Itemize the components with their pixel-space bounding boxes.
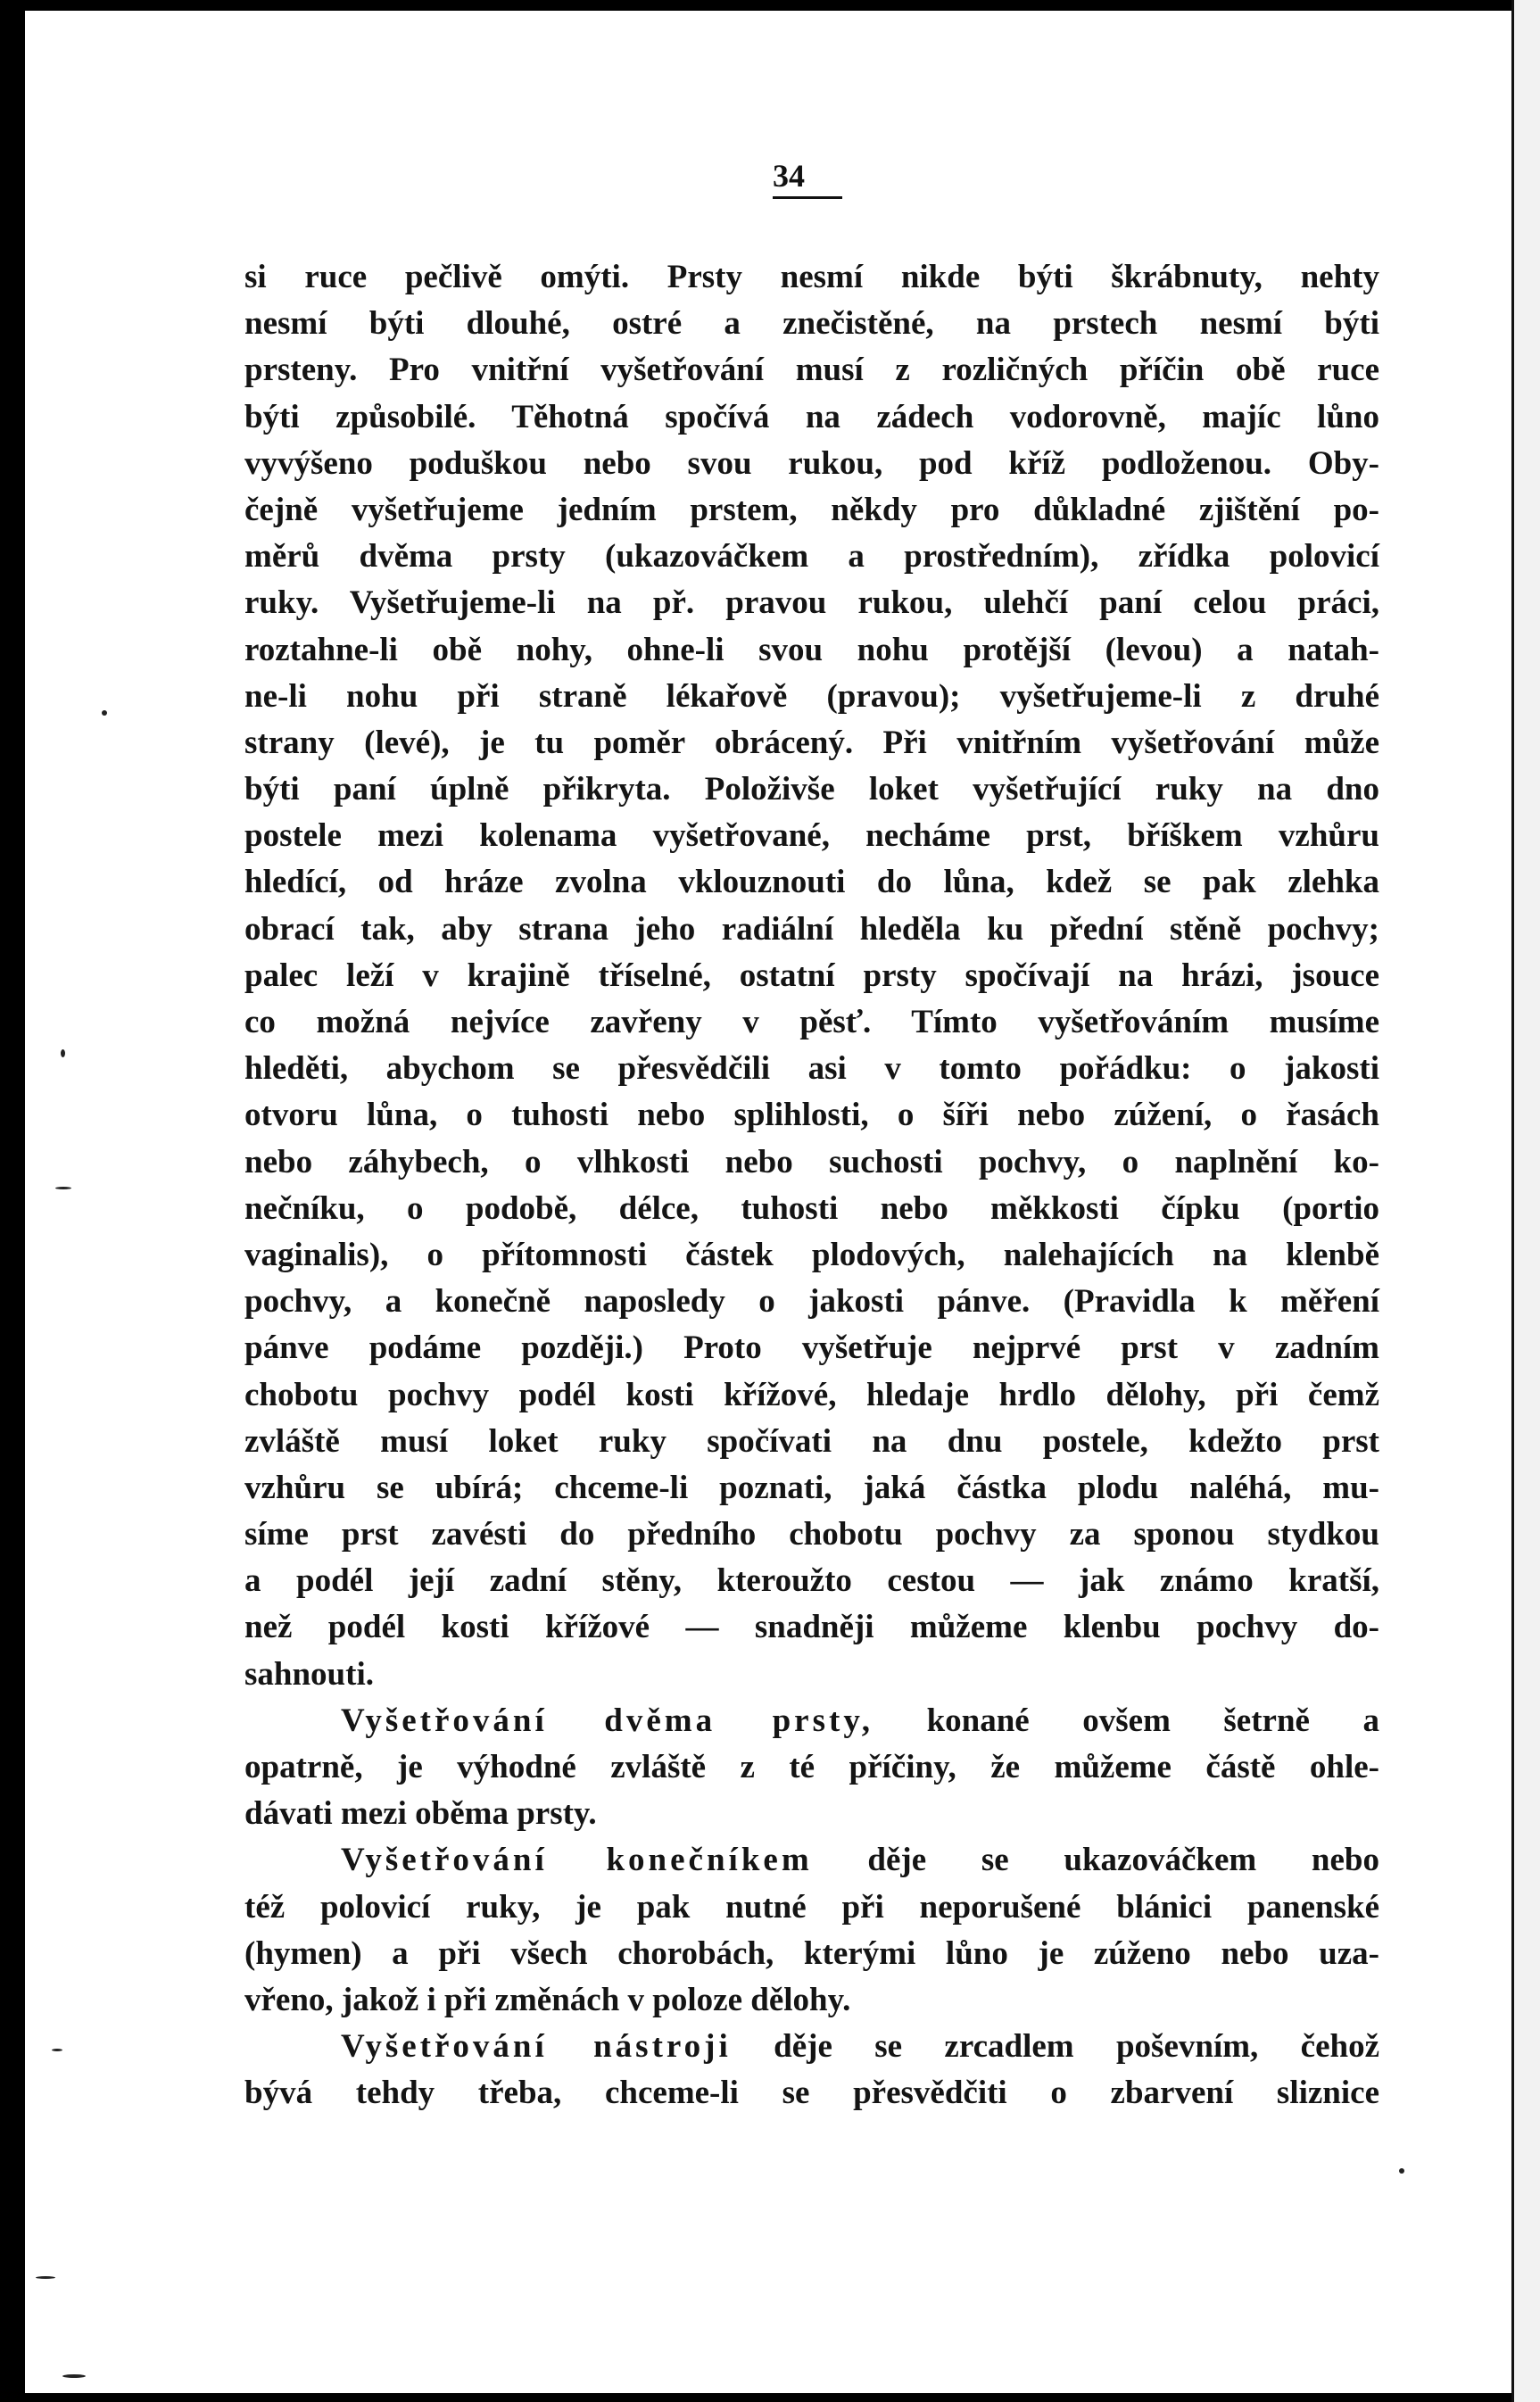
text-line-paragraph-end: sahnouti.: [244, 1655, 374, 1693]
text-line: prsteny. Pro vnitřní vyšetřování musí z rozličných příčin obě ruce: [244, 352, 1379, 389]
text-line: si ruce pečlivě omýti. Prsty nesmí nikde býti škrábnuty, nehty: [244, 259, 1379, 295]
print-speck: [52, 2049, 62, 2051]
text-line: nečníku, o podobě, délce, tuhosti nebo měkkosti čípku (portio: [244, 1189, 1379, 1227]
page-body: [244, 254, 1379, 2117]
text-line: hleděti, abychom se přesvědčili asi v tomto pořádku: o jakosti: [244, 1050, 1379, 1088]
text-line: otvoru lůna, o tuhosti nebo splihlosti, o šíři nebo zúžení, o řasách: [244, 1097, 1379, 1134]
spaced-heading-two-fingers: Vyšetřování dvěma prsty,: [341, 1702, 874, 1739]
text-line: býti způsobilé. Těhotná spočívá na zádech vodorovně, majíc lůno: [244, 398, 1379, 435]
text-line: nesmí býti dlouhé, ostré a znečistěné, na prstech nesmí býti: [244, 305, 1379, 343]
text-line: vaginalis), o přítomnosti částek plodových, nalehajících na klenbě: [244, 1236, 1379, 1273]
text-line: ne-li nohu při straně lékařově (pravou); vyšetřujeme-li z druhé: [244, 677, 1379, 715]
text-line: (hymen) a při všech chorobách, kterými lůno je zúženo nebo uza-: [244, 1934, 1379, 1972]
text-line: pánve podáme později.) Proto vyšetřuje nejprvé prst v zadním: [244, 1329, 1379, 1367]
text-line: obrací tak, aby strana jeho radiální hleděla ku přední stěně pochvy;: [244, 910, 1379, 948]
text-run: děje se ukazováčkem nebo: [812, 1842, 1379, 1879]
text-line: co možná nejvíce zavřeny v pěsť. Tímto vyšetřováním musíme: [244, 1004, 1379, 1040]
text-line: zvláště musí loket ruky spočívati na dnu postele, kdežto prst: [244, 1422, 1379, 1460]
page-edge: [1511, 0, 1540, 2402]
text-line: měrů dvěma prsty (ukazováčkem a prostředním), zřídka polovicí: [244, 538, 1379, 576]
text-line-paragraph-end: vřeno, jakož i při změnách v poloze dělohy.: [244, 1981, 851, 2018]
text-line: strany (levé), je tu poměr obrácený. Při vnitřním vyšetřování může: [244, 724, 1379, 761]
text-line: bývá tehdy třeba, chceme-li se přesvědčiti o zbarvení sliznice: [244, 2075, 1379, 2112]
print-speck: [102, 710, 107, 716]
print-speck: [55, 1187, 71, 1189]
print-speck: [36, 2276, 55, 2279]
print-speck: [1399, 2168, 1404, 2174]
text-line: býti paní úplně přikryta. Položivše loket vyšetřující ruky na dno: [244, 771, 1379, 808]
page-number: 34: [773, 157, 842, 199]
text-line: než podél kosti křížové — snadněji můžeme klenbu pochvy do-: [244, 1609, 1379, 1646]
text-line: roztahne-li obě nohy, ohne-li svou nohu protější (levou) a natah-: [244, 631, 1379, 668]
text-run: konané ovšem šetrně a: [873, 1702, 1379, 1739]
text-line: postele mezi kolenama vyšetřované, necháme prst, bříškem vzhůru: [244, 817, 1379, 855]
text-line: též polovicí ruky, je pak nutné při neporušené blánici panenské: [244, 1888, 1379, 1926]
print-speck: [62, 2374, 86, 2378]
text-run: děje se zrcadlem poševním, čehož: [731, 2028, 1379, 2066]
text-line: opatrně, je výhodné zvláště z té příčiny, že můžeme částě ohle-: [244, 1749, 1379, 1785]
text-line: vzhůru se ubírá; chceme-li poznati, jaká částka plodu naléhá, mu-: [244, 1469, 1379, 1506]
text-line: síme prst zavésti do předního chobotu pochvy za sponou stydkou: [244, 1516, 1379, 1553]
print-speck: [61, 1049, 65, 1057]
paragraph-three-first-line: [244, 1837, 1379, 1884]
text-line: a podél její zadní stěny, kteroužto cestou — jak známo kratší,: [244, 1562, 1379, 1600]
text-line: vyvýšeno poduškou nebo svou rukou, pod kříž podloženou. Oby-: [244, 444, 1379, 482]
spaced-heading-rectum: Vyšetřování konečníkem: [341, 1842, 813, 1879]
paragraph-four-first-line: [244, 2024, 1379, 2070]
text-line: nebo záhybech, o vlhkosti nebo suchosti pochvy, o naplnění ko-: [244, 1143, 1379, 1180]
spaced-heading-instruments: Vyšetřování nástroji: [341, 2028, 732, 2066]
text-line-paragraph-end: dávati mezi oběma prsty.: [244, 1795, 597, 1833]
text-line: čejně vyšetřujeme jedním prstem, někdy pro důkladné zjištění po-: [244, 491, 1379, 528]
text-line: hledící, od hráze zvolna vklouznouti do lůna, kdež se pak zlehka: [244, 864, 1379, 901]
text-line: palec leží v krajině tříselné, ostatní prsty spočívají na hrázi, jsouce: [244, 957, 1379, 994]
text-line: chobotu pochvy podél kosti křížové, hledaje hrdlo dělohy, při čemž: [244, 1376, 1379, 1413]
text-line: pochvy, a konečně naposledy o jakosti pánve. (Pravidla k měření: [244, 1283, 1379, 1321]
text-line: ruky. Vyšetřujeme-li na př. pravou rukou, ulehčí paní celou práci,: [244, 584, 1379, 622]
paragraph-two-first-line: [244, 1698, 1379, 1744]
